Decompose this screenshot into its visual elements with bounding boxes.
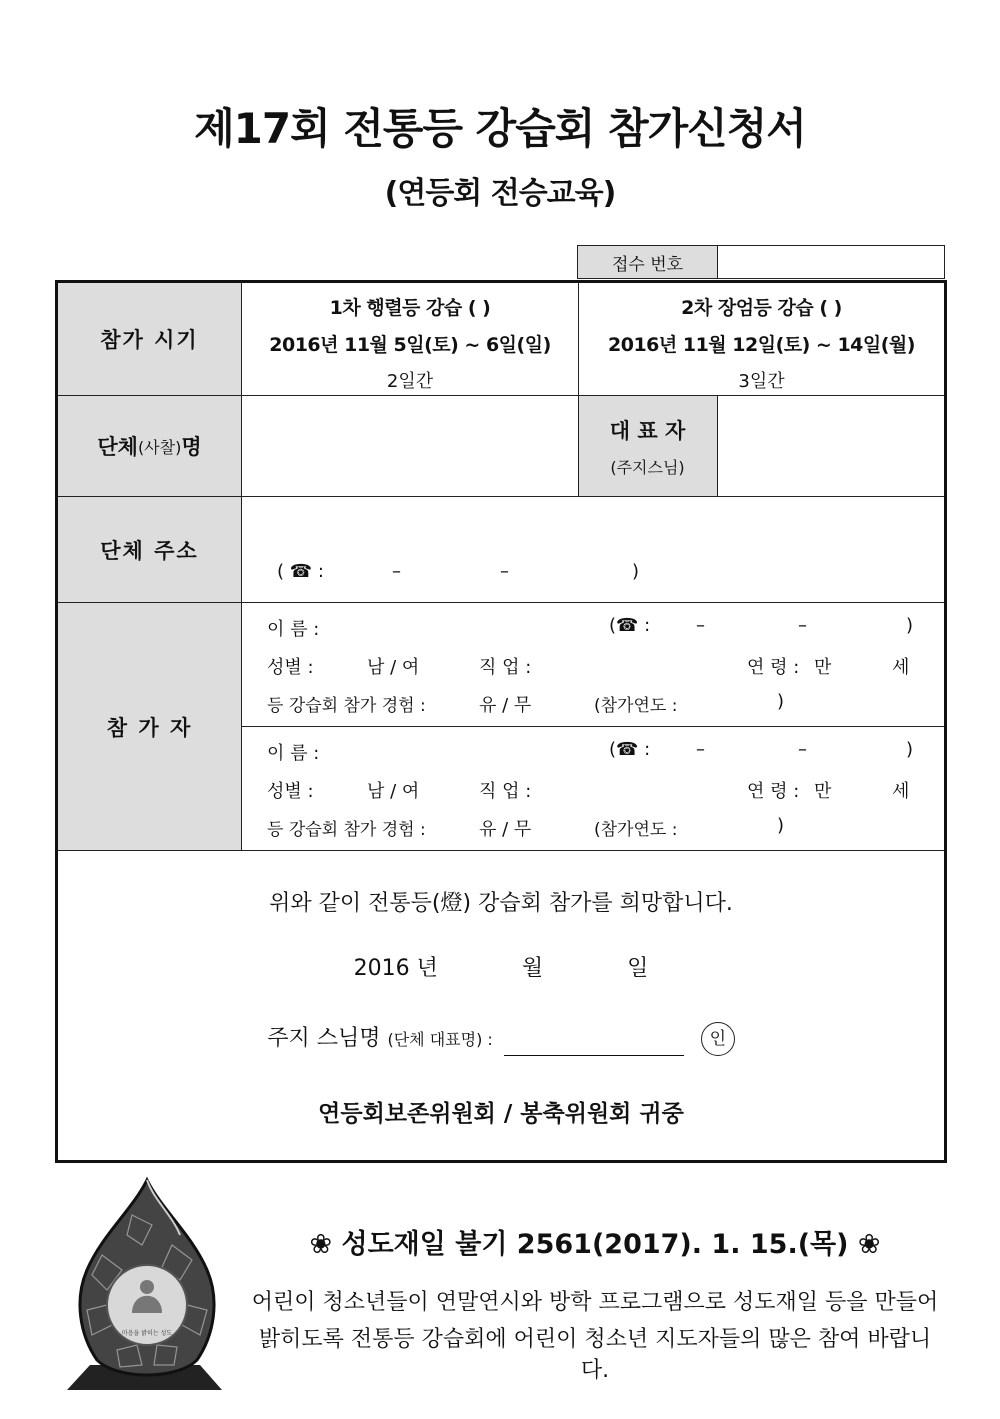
receipt-number-box [577,245,945,279]
date-year: 2016 년 [353,956,438,981]
address-field[interactable] [242,497,944,602]
addressee: 연등회보존위원회 / 봉축위원회 귀중 [318,1101,684,1127]
experience-year-label: (참가연도 : [594,696,678,716]
name-label: 이 름 : [267,743,320,764]
second-session-duration: 3일간 [738,371,785,392]
first-session-dates: 2016년 11월 5일(토) ~ 6일(일) [269,334,551,356]
experience-options[interactable]: 유 / 무 [479,695,532,716]
participant-entry-2[interactable]: 이 름 : (☎ : – – ) 성별 : 남 / 여 직 업 : 연 령 : 만 세 등 강습회 참가 경험 : 유 / 무 (참가연도 : ) [267,739,914,840]
gender-label: 성별 : [267,781,314,802]
notice-line-2: 밝히도록 전통등 강습회에 어린이 청소년 지도자들의 많은 참여 바랍니다. [258,1327,932,1383]
second-session-title: 2차 장엄등 강습 ( ) [681,297,842,319]
experience-year-label: (참가연도 : [594,820,678,840]
gender-options[interactable]: 남 / 여 [367,657,420,678]
receipt-number-label: 접수 번호 [578,246,718,278]
application-form [55,280,947,1163]
seal-mark: 인 [701,1022,735,1056]
address-label: 단체 주소 [58,497,241,602]
second-session-cell[interactable] [579,293,944,393]
phone-label: (☎ : [609,739,651,760]
first-session-duration: 2일간 [386,371,434,392]
age-label: 연 령 : [747,781,800,802]
participant-entry-1[interactable]: 이 름 : (☎ : – – ) 성별 : 남 / 여 직 업 : 연 령 : 만 세 등 강습회 참가 경험 : 유 / 무 (참가연도 : ) [267,615,914,716]
date-month: 월 [521,956,544,981]
experience-options[interactable]: 유 / 무 [479,819,532,840]
org-name-field[interactable] [242,396,578,496]
receipt-number-field[interactable] [718,246,944,278]
address-phone-dash: – [392,561,401,582]
lotus-lamp-image [62,1175,232,1395]
experience-label: 등 강습회 참가 경험 : [267,696,426,716]
job-label: 직 업 : [479,657,532,678]
second-session-dates: 2016년 11월 12일(토) ~ 14일(월) [608,334,915,356]
phone-label: (☎ : [609,615,651,636]
first-session-cell[interactable] [242,293,578,393]
signature-line: 주지 스님명 (단체 대표명) : 인 [58,1021,944,1056]
address-phone-dash: – [500,561,509,582]
representative-field[interactable] [718,396,944,496]
representative-label: 대 표 자 (주지스님) [578,396,717,496]
date-day: 일 [627,956,649,981]
name-label: 이 름 : [267,619,320,640]
experience-label: 등 강습회 참가 경험 : [267,820,426,840]
first-session-title: 1차 행렬등 강습 ( ) [329,297,491,319]
declaration-date[interactable] [58,951,944,982]
age-label: 연 령 : [747,657,800,678]
notice-title: ❀ 성도재일 불기 2561(2017). 1. 15.(목) ❀ [309,1229,881,1260]
gender-options[interactable]: 남 / 여 [367,781,420,802]
signature-field[interactable] [504,1033,684,1056]
form-subtitle: (연등회 전승교육) [384,176,616,211]
job-label: 직 업 : [479,781,532,802]
period-label: 참가 시기 [58,283,241,395]
form-title: 제17회 전통등 강습회 참가신청서 [194,104,806,153]
address-phone-close: ) [632,561,640,582]
notice-line-1: 어린이 청소년들이 연말연시와 방학 프로그램으로 성도재일 등을 만들어 [251,1290,939,1315]
gender-label: 성별 : [267,657,314,678]
lamp-caption: 마음을 밝히는 성도 [121,1330,173,1337]
signature-label: 주지 스님명 [267,1026,381,1051]
participants-label: 참 가 자 [58,603,241,850]
address-phone-open: ( ☎ : [277,561,324,582]
org-name-label: 단체 (사찰) 명 [58,396,241,496]
declaration-statement: 위와 같이 전통등(燈) 강습회 참가를 희망합니다. [269,891,733,916]
